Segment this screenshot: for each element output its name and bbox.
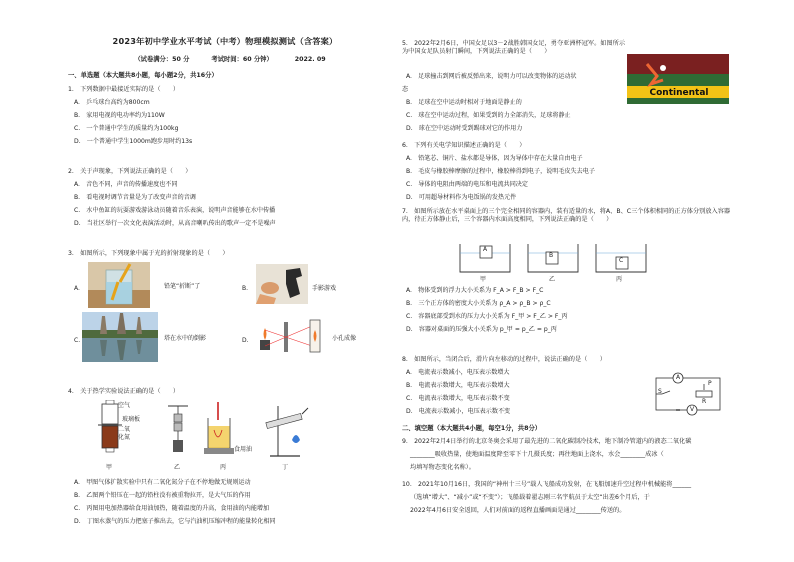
q6-option-a: A. 铅笔芯、铜片、盐水都是导体，因为导体中存在大量自由电子: [406, 155, 583, 162]
q8-option-a: A. 电流表示数减小，电压表示数增大: [406, 369, 510, 376]
q7-option-d: D. 容器对桌面的压强大小关系为 p_甲 = p_乙 = p_丙: [406, 326, 557, 333]
q4-option-a: A. 甲图气体扩散实验中只有二氧化氮分子在不停地做无规则运动: [74, 479, 251, 486]
q4-label-yi: 乙: [174, 464, 181, 471]
q8-option-b: B. 电流表示数增大，电压表示数增大: [406, 382, 510, 389]
tower-reflection-image: [82, 312, 158, 362]
q1-option-c: C. 一个普通中学生的质量约为100kg: [74, 125, 179, 132]
q7-label-c: C: [619, 257, 624, 264]
q3-a-label: A.: [74, 285, 80, 292]
q3-c-caption: 塔在水中的倒影: [164, 335, 207, 342]
pinhole-camera-image: [254, 316, 324, 356]
q7-option-c: C. 容器底部受到水的压力大小关系为 F_甲 > F_乙 > F_丙: [406, 313, 568, 320]
q5-option-a-cont: 态: [402, 86, 409, 93]
circuit-resistor-label: R: [702, 398, 707, 405]
q9-line2: ________吸收热量，使地面温度降至零下十几摄氏度；再往地面上浇水，水会________成冰（: [410, 451, 664, 458]
left-column: [60, 0, 390, 562]
q2-stem: 2. 关于声现象，下列说法正确的是（ ）: [68, 168, 192, 175]
q1-option-d: D. 一个普通中学生1000m跑步用时约13s: [74, 138, 193, 145]
q2-option-c: C. 水中鱼缸的玩耍游戏游泳动员随着音乐表演，说明声音能够在水中传播: [74, 207, 276, 214]
section-1-heading: 一、单选题（本大题共8小题，每小题2分，共16分）: [68, 72, 218, 79]
banner-text: Continental: [649, 88, 709, 98]
q4-label-glass: 玻璃板: [122, 416, 141, 423]
exam-date: 2022. 09: [294, 56, 326, 63]
q4-label-oil: 食用油: [234, 446, 253, 453]
page-title: 2023年初中学业水平考试（中考）物理模拟测试（含答案）: [112, 36, 338, 46]
q5-stem: 5. 2022年2月6日，中国女足以3－2战胜韩国女足，勇夺亚洲杯冠军。如图所示为中国女足队员射门瞬间，下列说法正确的是（ ）: [402, 40, 626, 56]
q3-c-label: C.: [74, 337, 81, 344]
q9-line1: 9. 2022年2月4日举行的北京冬奥会采用了最先进的二氧化碳制冷技术，地下制冷管道内的液态二氧化碳: [402, 438, 692, 445]
q6-option-c: C. 导体的电阻由两端的电压和电流共同决定: [406, 181, 528, 188]
exam-meta: [70, 56, 390, 65]
q10-line2: （选填“增大”、“减小”或“不变”）；飞船载着翟志刚三名宇航员于太空“出差6个月后，于: [410, 494, 650, 501]
exam-score: （试卷满分：50 分: [134, 56, 190, 63]
q1-option-b: B. 家用电视的电功率约为110W: [74, 112, 165, 119]
right-column: [402, 0, 737, 562]
q6-option-b: B. 毛皮与橡胶棒摩擦的过程中，橡胶棒得到电子，说明毛皮失去电子: [406, 168, 595, 175]
q2-option-d: D. 当社区举行一次文化表演活动时，从高音喇叭传出的歌声一定不是噪声: [74, 220, 276, 227]
q3-d-caption: 小孔成像: [332, 335, 357, 342]
q10-line3: 2022年4月6日安全返回，人们对前面的返程直播画面是通过________传送的。: [410, 507, 626, 514]
football-photo: [627, 54, 729, 104]
q7-label-a: A: [483, 246, 488, 253]
q8-option-d: D. 电流表示数减小，电压表示数不变: [406, 408, 511, 415]
q7-label-yi: 乙: [549, 276, 556, 283]
q3-b-label: B.: [242, 285, 249, 292]
section-2-heading: 二、填空题（本大题共4小题，每空1分，共8分）: [402, 425, 542, 432]
q9-line3: 均填写物态变化名称）。: [410, 464, 475, 471]
circuit-voltmeter-label: V: [690, 406, 695, 413]
q7-stem: 7. 如图所示放在水平桌面上的三个完全相同的容器内，装有适量的水，将A、B、C三个体积相同的正方体分别放入容器内，待正方体静止后，三个容器内水面高度相同，下列说法正确的是（ ）: [402, 208, 731, 224]
exam-time: 考试时间：60 分钟）: [211, 56, 273, 63]
q3-a-caption: 铅笔“折断”了: [164, 283, 201, 290]
q5-option-a: A. 足球撞击到网后被反弹出来，说明力可以改变物体的运动状: [406, 73, 577, 80]
q7-option-b: B. 三个正方体的密度大小关系为 ρ_A > ρ_B > ρ_C: [406, 300, 551, 307]
q3-stem: 3. 如图所示，下列现象中属于光的折射现象的是（ ）: [68, 250, 229, 257]
q3-d-label: D.: [242, 337, 249, 344]
q6-option-d: D. 可用超导材料作为电饭锅的发热元件: [406, 194, 517, 201]
q8-option-c: C. 电流表示数增大，电压表示数不变: [406, 395, 510, 402]
q4-label-no2: 二氧化氮: [118, 426, 131, 442]
circuit-ammeter-label: A: [676, 374, 681, 381]
q4-option-b: B. 乙图两个铅压在一起的铅柱没有被重物拉开，是大气压的作用: [74, 492, 251, 499]
q10-line1: 10. 2021年10月16日，我国的“神州十三号”载人飞船成功发射，在飞船加速升空过程中机械能将______: [402, 481, 692, 488]
q4-option-c: C. 丙图用电加热器给食用油加热，随着温度的升高，食用油的内能增加: [74, 505, 270, 512]
hand-shadow-image: [256, 264, 308, 304]
pencil-glass-image: [88, 262, 150, 308]
q4-option-d: D. 丁图水蒸气的压力把塞子推出去，它与汽油机压缩冲程的能量转化相同: [74, 518, 276, 525]
circuit-switch-label: S: [658, 388, 662, 395]
q2-option-b: B. 看电视时调节音量是为了改变声音的音调: [74, 194, 196, 201]
q7-label-b: B: [549, 252, 554, 259]
q1-stem: 1. 下列数据中最接近实际的是（ ）: [68, 86, 180, 93]
q7-option-a: A. 物体受到的浮力大小关系为 F_A > F_B > F_C: [406, 287, 544, 294]
q8-stem: 8. 如图所示，当闭合后，滑片向左移动的过程中，说法正确的是（ ）: [402, 356, 606, 363]
q4-label-jia: 甲: [106, 464, 113, 471]
q5-option-c: C. 球在空中运动过程，如果受到的力全部消失，足球将静止: [406, 112, 571, 119]
q2-option-a: A. 音色不同，声音的传播速度也不同: [74, 181, 178, 188]
q4-label-bing: 丙: [220, 464, 227, 471]
circuit-diagram: [652, 370, 724, 418]
q4-label-ding: 丁: [282, 464, 289, 471]
q5-option-d: D. 球在空中运动时受到踢球对它的作用力: [406, 125, 523, 132]
q7-label-bing: 丙: [616, 276, 623, 283]
q6-stem: 6. 下列有关电学知识描述正确的是（ ）: [402, 142, 526, 149]
q1-option-a: A. 乒乓球台高约为800cm: [74, 99, 150, 106]
q7-label-jia: 甲: [480, 276, 487, 283]
q3-b-caption: 手影游戏: [312, 285, 337, 292]
q4-stem: 4. 关于热学实验说法正确的是（ ）: [68, 388, 180, 395]
q5-option-b: B. 足球在空中运动时相对于地面是静止的: [406, 99, 522, 106]
q4-label-air: 空气: [118, 402, 131, 409]
circuit-slider-label: P: [708, 380, 712, 387]
